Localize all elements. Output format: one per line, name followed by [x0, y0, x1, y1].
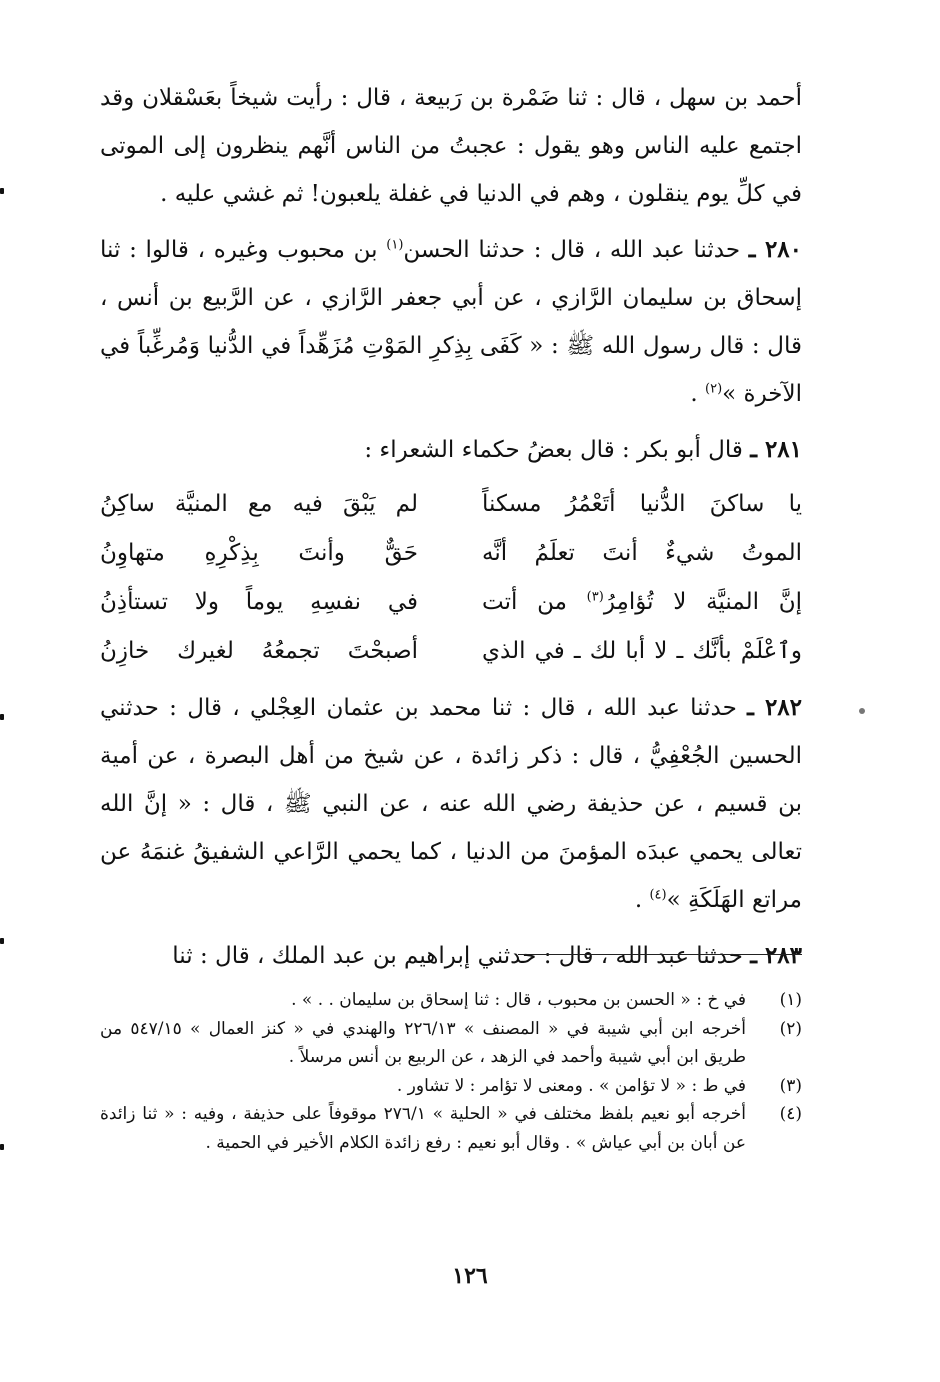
hadith-280-end: .	[690, 381, 698, 407]
hadith-280-number: ٢٨٠ ـ	[748, 236, 803, 263]
intro-text: أحمد بن سهل ، قال : ثنا ضَمْرة بن رَبيعة ، قال : رأيت شيخاً بعَسْقلان وقد اجتمع عليه الناس وهو يقول : عجبتُ من الناس أنَّهم ينظرون إلى الموتى في كلِّ يوم ينقلون ، وهم في الدنيا في غفلة يلعبون! ثم غشي عليه .	[100, 85, 802, 207]
footnote-item	[100, 1072, 802, 1101]
footnote-ref-2: (٢)	[705, 381, 723, 397]
hadith-282-number: ٢٨٢ ـ	[747, 694, 802, 721]
footnote-ref-1: (١)	[386, 237, 404, 253]
footnote-ref-3: (٣)	[586, 589, 604, 605]
poem-verse	[100, 480, 802, 529]
hadith-280-text-a: حدثنا عبد الله ، قال : حدثنا الحسن	[403, 237, 741, 263]
footnotes	[100, 986, 802, 1157]
verse-first-hemistich-text: إنَّ المنيَّة لا تُؤامِرُ	[603, 589, 802, 615]
hadith-283	[100, 932, 802, 980]
hadith-283-text: حدثنا عبد الله ، قال : حدثني إبراهيم بن عبد الملك ، قال : ثنا	[172, 943, 743, 969]
hadith-280	[100, 226, 802, 418]
main-text	[100, 74, 802, 980]
footnote-item	[100, 1100, 802, 1157]
scan-mark	[0, 938, 4, 944]
verse-second-hemistich: أصبحْتَ تجمعُهُ لغيرك خازِنُ	[100, 638, 418, 664]
intro-paragraph	[100, 74, 802, 218]
footnote-number: (٢)	[779, 1018, 802, 1039]
hadith-282	[100, 684, 802, 924]
hadith-281-number: ٢٨١ ـ	[750, 436, 802, 463]
verse-first-hemistich: وٱعْلَمْ بأنَّك ـ لا أبا لك ـ في الذي	[482, 638, 802, 664]
hadith-282-end: .	[634, 887, 643, 913]
verse-second-hemistich: حَقٌّ وأنتَ بِذِكْرِهِ متهاوِنُ	[100, 540, 418, 566]
footnote-number: (١)	[779, 990, 802, 1010]
footnote-ref-4: (٤)	[649, 887, 667, 903]
verse-first-hemistich: الموتُ شيءٌ أنتَ تعلَمُ أنَّه	[482, 540, 802, 566]
footnote-text: أخرجه أبو نعيم بلفظ مختلف في « الحلية » ٢٧٦/١ موقوفاً على حذيفة ، وفيه : « ثنا زائدة عن أبان بن أبي عياش » . وقال أبو نعيم : رفع زائدة الكلام الأخير في الحمية .	[100, 1104, 746, 1153]
verse-first-hemistich: يا ساكنَ الدُّنيا أتَعْمُرُ مسكناً	[482, 491, 802, 517]
hadith-283-number: ٢٨٣ ـ	[750, 942, 802, 969]
hadith-282-text: حدثنا عبد الله ، قال : ثنا محمد بن عثمان العِجْلي ، قال : حدثني الحسين الجُعْفِيُّ ، قال : ذكر زائدة ، عن شيخ من أهل البصرة ، عن أمية بن قسيم ، عن حذيفة رضي الله عنه ، عن النبي ﷺ ، قال : « إنَّ الله تعالى يحمي عبدَه المؤمنَ من الدنيا ، كما يحمي الرَّاعي الشفيقُ غنمَهُ عن مراتع الهَلَكَةِ »	[100, 695, 802, 913]
poem	[100, 480, 802, 676]
footnote-item	[100, 1015, 802, 1072]
scan-mark	[0, 188, 4, 194]
footnote-separator	[518, 954, 802, 955]
scan-speck	[859, 708, 865, 714]
poem-verse	[100, 529, 802, 578]
footnote-item	[100, 986, 802, 1015]
verse-second-hemistich: لم يَبْقَ فيه مع المنيَّة ساكِنُ	[100, 491, 418, 517]
verse-second-hemistich: في نفسِهِ يوماً ولا تستأذِنُ	[100, 589, 418, 615]
footnote-number: (٣)	[779, 1075, 802, 1096]
poem-verse	[100, 627, 802, 676]
scan-mark	[0, 714, 4, 720]
scan-mark	[0, 1144, 4, 1150]
hadith-280-text-b: بن محبوب وغيره ، قالوا : ثنا إسحاق بن سليمان الرَّازي ، عن أبي جعفر الرَّازي ، عن الرَّبيع بن أنس ، قال : قال رسول الله ﷺ : « كَفَى بِذِكرِ المَوْتِ مُزَهِّداً في الدُّنيا وَمُرغِّباً في الآخرة »	[100, 237, 802, 407]
hadith-281-text: قال أبو بكر : قال بعضُ حكماء الشعراء :	[364, 437, 743, 463]
page-number: ١٢٦	[452, 1263, 488, 1289]
footnote-text: في خ : « الحسن بن محبوب ، قال : ثنا إسحاق بن سليمان . . » .	[291, 990, 746, 1010]
footnote-text: في ط : « لا تؤامن » . ومعنى لا تؤامر : لا تشاور .	[396, 1075, 746, 1096]
hadith-281	[100, 426, 802, 474]
footnote-number: (٤)	[779, 1104, 802, 1124]
footnote-text: أخرجه ابن أبي شيبة في « المصنف » ٢٢٦/١٣ والهندي في « كنز العمال » ٥٤٧/١٥ من طريق ابن أبي شيبة وأحمد في الزهد ، عن الربيع بن أنس مرسلاً .	[100, 1018, 747, 1067]
verse-first-hemistich-end: من أتت	[482, 589, 567, 615]
poem-verse	[100, 578, 802, 627]
verse-first-hemistich	[482, 578, 802, 626]
